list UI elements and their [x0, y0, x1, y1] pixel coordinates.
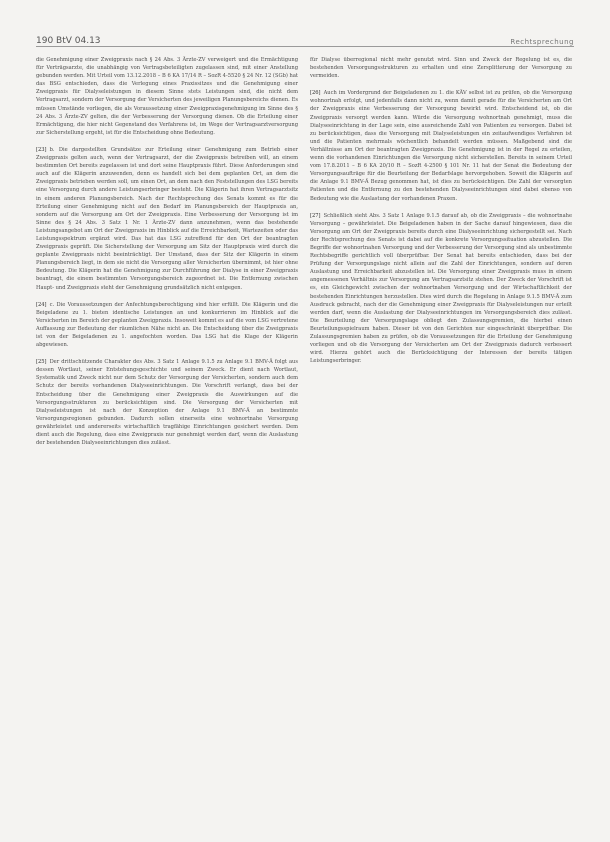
paragraph-number: [27]: [310, 212, 321, 219]
paragraph-text: Schließlich sieht Abs. 3 Satz 1 Anlage 9.1.5 darauf ab, ob die Zweigpraxis – die wohnortnahe Versorgung – gewährleistet. Die Beigeladenen haben in der Sache darauf hingewiesen, dass die Versorgung am Ort der Zweigpraxis bereits durch eine Dialyseeinrichtung sichergestellt sei. Nach der Rechtsprechung des Senats ist dabei auf die konkrete Versorgungssituation abzustellen. Die Begriffe der wohnortnahen Versorgung und der Verbesserung der Versorgung sind als unbestimmte Rechtsbegriffe gerichtlich voll überprüfbar. Der Senat hat bereits entschieden, dass bei der Prüfung der Versorgungslage nicht allein auf die Zahl der Einrichtungen, sondern auf deren Auslastung und Erreichbarkeit abzustellen ist. Die Versorgung einer Zweigpraxis muss in einem angemessenen Verhältnis zur Versorgung am Vertragsarztsitz stehen. Der Zweck der Vorschrift ist es, ein Gleichgewicht zwischen der wohnortnahen Versorgung und der Wirtschaftlichkeit der bestehenden Einrichtungen herzustellen. Dies wird durch die Regelung in Anlage 9.1.5 BMV-Ä zum Ausdruck gebracht, nach der die Genehmigung einer Zweigpraxis für Dialyseleistungen nur erteilt werden darf, wenn die Auslastung der Dialyseeinrichtungen im Versorgungsbereich dies zulässt. Die Beurteilung der Versorgungslage obliegt den Zulassungsgremien, die hierbei einen Beurteilungsspielraum haben. Dieser ist von den Gerichten nur eingeschränkt überprüfbar. Die Zulassungsgremien haben zu prüfen, ob die Voraussetzungen für die Erteilung der Genehmigung vorliegen und ob die Versorgung der Versicherten am Ort der Zweigpraxis dadurch verbessert wird. Hierzu gehört auch die Berücksichtigung der Interessen der bereits tätigen Leistungserbringer.: [310, 212, 572, 365]
left-column: [36, 56, 298, 456]
paragraph-text: für Dialyse überregional nicht mehr genutzt wird. Sinn und Zweck der Regelung ist es, die bestehenden Versorgungsstrukturen zu erhalten und eine Zersplitterung der Versorgung zu vermeiden.: [310, 57, 572, 80]
paragraph-text: die Genehmigung einer Zweigpraxis nach § 24 Abs. 3 Ärzte-ZV verweigert und die Ermächtigung für Verträgsarzte, die unabhängig von Vertragsbeteiligten zugelassen sind, mit einer Anstellung gebunden werden. Mit Urteil vom 13.12.2018 – B 6 KA 17/14 R – SozR 4-5520 § 24 Nr. 12 (SGb) hat das BSG entschieden, dass die Verlegung eines Praxissitzes und die Genehmigung einer Zweigpraxis für Dialyseleistungen in diesem Sinne stets Leistungen sind, die nicht dem Vertragsarzt, sondern der Versorgung der Versicherten des jeweiligen Planungsbereichs dienen. Es müssen Umstände vorliegen, die als Voraussetzung einer Zweigpraxisgenehmigung im Sinne des § 24 Abs. 3 Ärzte-ZV gelten, die der Verbesserung der Versorgung dienen. Ob die Erteilung einer Ermächtigung, die hier nicht Gegenstand des Verfahrens ist, im Wege der Vertragsarztversorgung zur Sicherstellung ergeht, ist für die Entscheidung ohne Bedeutung.: [36, 57, 298, 136]
paragraph: [36, 146, 298, 292]
paragraph: [36, 301, 298, 350]
paragraph-text: c. Die Voraussetzungen der Anfechtungsberechtigung sind hier erfüllt. Die Klägerin und die Beigeladene zu 1. bieten identische Leistungen an und konkurrieren im Hinblick auf die Versicherten im Bereich der geplanten Zweigpraxis. Insoweit kommt es auf die vom LSG vertretene Auffassung zur Bedeutung der räumlichen Nähe nicht an. Die Entscheidung über die Zweigpraxis ist von der Beigeladenen zu 1. angefochten worden. Das LSG hat die Klage der Klägerin abgewiesen.: [36, 301, 298, 349]
paragraph-number: [26]: [310, 90, 321, 97]
page-header: [36, 34, 574, 47]
page-label: 190 BtV 04.13: [36, 36, 101, 46]
paragraph: [310, 212, 572, 366]
paragraph-number: [23]: [36, 146, 47, 153]
paragraph-text: Der drittschützende Charakter des Abs. 3 Satz 1 Anlage 9.1.5 zu Anlage 9.1 BMV-Ä folgt aus dessen Wortlaut, seiner Entstehungsgeschichte und seinem Zweck. Er dient nach Wortlaut, Systematik und Zweck nicht nur dem Schutz der Versorgung der Versicherten, sondern auch dem Schutz der bereits vorhandenen Dialyseeinrichtungen. Die Vorschrift verlangt, dass bei der Entscheidung über die Genehmigung einer Zweigpraxis die Auswirkungen auf die Versorgungsstrukturen zu berücksichtigen sind. Die Versorgung der Versicherten mit Dialyseleistungen ist nach der Konzeption der Anlage 9.1 BMV-Ä an bestimmte Versorgungsregionen gebunden. Dadurch sollen einerseits eine wohnortnahe Versorgung gewährleistet und andererseits wirtschaftlich tragfähige Einrichtungen gesichert werden. Dem dient auch die Regelung, dass eine Zweigpraxis nur genehmigt werden darf, wenn die Auslastung der bestehenden Dialyseeinrichtungen dies zulässt.: [36, 359, 298, 447]
paragraph-text: b. Die dargestellten Grundsätze zur Erteilung einer Genehmigung zum Betrieb einer Zweigpraxis gelten auch, wenn der Vertragsarzt, der die Zweigpraxis betreiben will, an einem bestimmten Ort bereits zugelassen ist und dort seine Hauptpraxis führt. Diese Anforderungen sind auch auf die Klägerin anzuwenden, denn es handelt sich bei dem geplanten Ort, an dem die Zweigpraxis betrieben werden soll, um einen Ort, an dem nach den Feststellungen des LSG bereits eine Versorgung durch andere Leistungserbringer besteht. Die Klägerin hat ihren Vertragsarztsitz in einem anderen Planungsbereich. Nach der Rechtsprechung des Senats kommt es für die Erteilung einer Genehmigung nicht auf den Bedarf im Planungsbereich der Hauptpraxis an, sondern auf die Versorgung am Ort der Zweigpraxis. Eine Verbesserung der Versorgung ist im Sinne des § 24 Abs. 3 Satz 1 Nr. 1 Ärzte-ZV dann anzunehmen, wenn das bestehende Leistungsangebot am Ort der Zweigpraxis im Hinblick auf die Erreichbarkeit, Wartezeiten oder das Leistungsspektrum ergänzt wird. Das hat das LSG zutreffend für den Ort der beantragten Zweigpraxis geprüft. Die Sicherstellung der Versorgung am Sitz der Hauptpraxis wird durch die geplante Zweigpraxis nicht beeinträchtigt. Der Umstand, dass der Sitz der Klägerin in einem Planungsbereich liegt, in dem sie nicht die Versorgung aller Versicherten übernimmt, ist hier ohne Bedeutung. Die Klägerin hat die Genehmigung zur Durchführung der Dialyse in einer Zweigpraxis beantragt, die einem bestimmten Versorgungsbereich zugeordnet ist. Die Entfernung zwischen Haupt- und Zweigpraxis steht der Genehmigung grundsätzlich nicht entgegen.: [36, 146, 298, 291]
paragraph: [36, 358, 298, 447]
paragraph: [310, 89, 572, 202]
section-label: Rechtsprechung: [510, 38, 574, 46]
paragraph-text: Auch im Vordergrund der Beigeladenen zu 1. die KÄV selbst ist zu prüfen, ob die Versorgung wohnortnah erfolgt, und jedenfalls dann nicht zu, wenn damit gerade für die Versicherten am Ort der Zweigpraxis eine Verbesserung der Versorgung bewirkt wird. Entscheidend ist, ob die Zweigpraxis versorgt werden kann. Würde die Versorgung wohnortnah genehmigt, muss die Dialyseeinrichtung in der Lage sein, eine ausreichende Zahl von Patienten zu versorgen. Dabei ist zu berücksichtigen, dass die Versorgung mit Dialyseleistungen ein zeitaufwendiges Verfahren ist und die Patienten mehrmals wöchentlich behandelt werden müssen. Maßgebend sind die Verhältnisse am Ort der beantragten Zweigpraxis. Die Genehmigung ist in der Regel zu erteilen, wenn die vorhandenen Einrichtungen die Versorgung nicht sicherstellen. Bereits in seinem Urteil vom 17.8.2011 – B 6 KA 20/10 R – SozR 4-2500 § 101 Nr. 11 hat der Senat die Bedeutung der Versorgungsaufträge für die Beurteilung der Bedarfslage hervorgehoben. Soweit die Klägerin auf die Anlage 9.1 BMV-Ä Bezug genommen hat, ist dies zu berücksichtigen. Die Zahl der versorgten Patienten und die Entfernung zu den bestehenden Dialyseeinrichtungen sind dabei ebenso von Bedeutung wie die Auslastung der vorhandenen Praxen.: [310, 90, 572, 202]
right-column: [310, 56, 572, 374]
paragraph-number: [25]: [36, 359, 47, 366]
paragraph: [310, 56, 572, 80]
paragraph-number: [24]: [36, 301, 47, 308]
paragraph: [36, 56, 298, 137]
